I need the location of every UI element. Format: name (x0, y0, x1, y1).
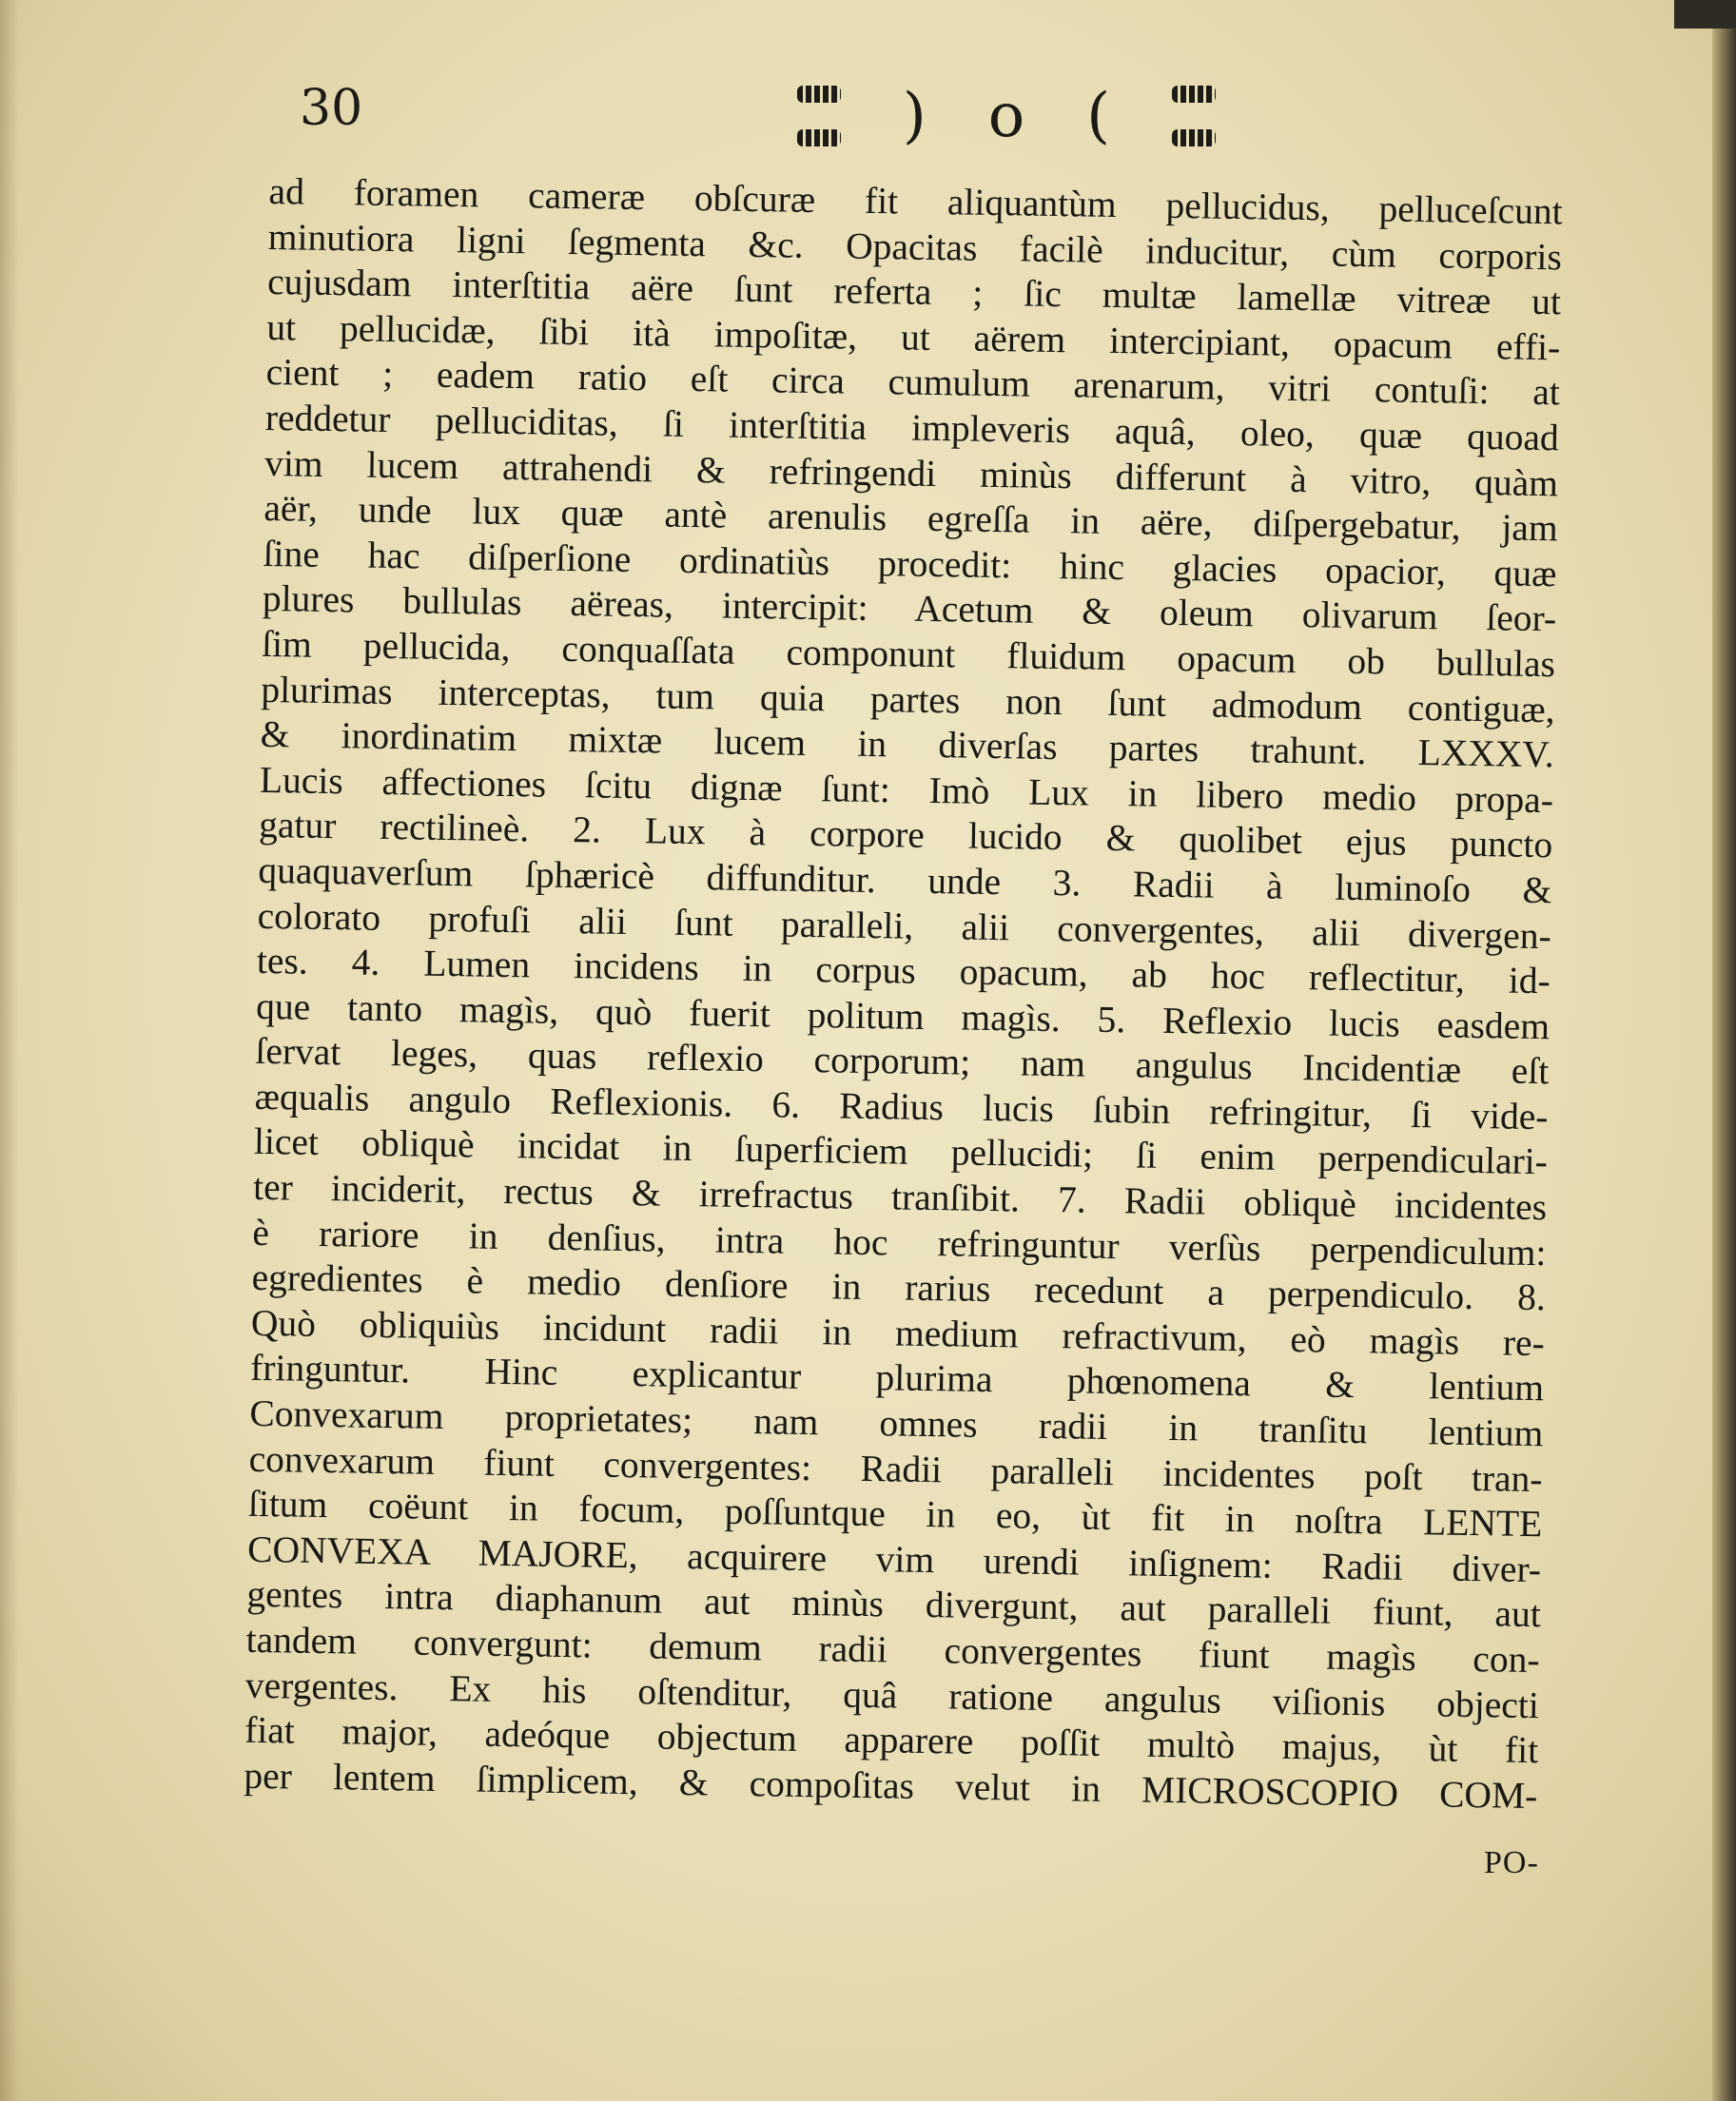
text-line: CONVEXA MAJORE, acquirere vim urendi inſignem: Radii diver- (246, 1527, 1542, 1590)
text-line: ſervat leges, quas reflexio corporum; nam angulus Incidentiæ eſt (255, 1030, 1550, 1093)
text-line: & inordinatim mixtæ lucem in diverſas partes trahunt. LXXXV. (260, 713, 1555, 776)
text-line: licet obliquè incidat in ſuperficiem pellucidi; ſi enim perpendiculari- (253, 1120, 1549, 1183)
ornament-circle: o (987, 81, 1025, 151)
text-line: plures bullulas aëreas, intercipit: Acetum & oleum olivarum ſeor- (262, 577, 1557, 640)
text-line: aër, unde lux quæ antè arenulis egreſſa in aëre, diſpergebatur, jam (263, 487, 1558, 550)
text-line: que tanto magìs, quò fuerit politum magìs. 5. Reflexio lucis easdem (255, 984, 1551, 1047)
header-ornament (797, 78, 1216, 154)
page-number: 30 (300, 80, 363, 137)
text-line: ut pellucidæ, ſibi ità impoſitæ, ut aërem intercipiant, opacum effi- (266, 305, 1561, 369)
text-line: reddetur pelluciditas, ſi interſtitia impleveris aquâ, oleo, quæ quoad (264, 396, 1560, 459)
text-line: cujusdam interſtitia aëre ſunt referta ; ſic multæ lamellæ vitreæ ut (266, 261, 1562, 323)
gutter-shadow (0, 0, 19, 2101)
text-line: plurimas interceptas, tum quia partes non ſunt admodum contiguæ, (261, 668, 1555, 730)
text-line: è rariore in denſius, intra hoc refringuntur verſùs perpendiculum: (252, 1211, 1547, 1274)
ornament-paren-left: ) (902, 81, 927, 151)
text-line: gatur rectilineè. 2. Lux à corpore lucido & quolibet ejus puncto (258, 804, 1553, 866)
text-line: convexarum fiunt convergentes: Radii paralleli incidentes poſt tran- (248, 1437, 1543, 1500)
text-line: ad foramen cameræ obſcuræ fit aliquantùm pellucidus, pelluceſcunt (268, 169, 1563, 233)
text-line: Convexarum proprietates; nam omnes radii in tranſitu lentium (249, 1391, 1544, 1455)
text-line: egredientes è medio denſiore in rarius recedunt a perpendiculo. 8. (251, 1256, 1547, 1319)
text-line: per lentem ſimplicem, & compoſitas velut in MICROSCOPIO COM- (244, 1754, 1538, 1817)
page-edge (1712, 0, 1736, 2101)
text-line: colorato profuſi alii ſunt paralleli, alii convergentes, alii divergen- (257, 894, 1552, 957)
text-line: ſine hac diſperſione ordinatiùs procedit: hinc glacies opacior, quæ (263, 532, 1557, 595)
text-line: vim lucem attrahendi & refringendi minùs differunt à vitro, quàm (263, 441, 1559, 504)
fleuron-left-icon (797, 86, 841, 146)
text-line: ter inciderit, rectus & irrefractus tranſibit. 7. Radii obliquè incidentes (252, 1165, 1548, 1229)
text-line: fiat major, adeóque objectum apparere poſſit multò majus, ùt fit (244, 1708, 1539, 1772)
text-line: quaquaverſum ſphæricè diffunditur. unde 3. Radii à luminoſo & (258, 848, 1552, 912)
page-corner-shadow (1674, 0, 1736, 29)
ornament-paren-right: ( (1086, 81, 1111, 151)
text-line: Quò obliquiùs incidunt radii in medium refractivum, eò magìs re- (250, 1301, 1546, 1365)
text-line: gentes intra diaphanum aut minùs divergunt, aut paralleli fiunt, aut (246, 1573, 1542, 1636)
text-line: minutiora ligni ſegmenta &c. Opacitas facilè inducitur, cùm corporis (267, 215, 1563, 278)
fleuron-right-icon (1172, 86, 1216, 146)
body-text (244, 169, 1563, 1819)
text-line: fringuntur. Hinc explicantur plurima phœnomena & lentium (249, 1347, 1545, 1410)
text-line: ſim pellucida, conquaſſata componunt fluidum opacum ob bullulas (261, 622, 1556, 686)
text-line: vergentes. Ex his oſtenditur, quâ ratione angulus viſionis objecti (244, 1663, 1540, 1726)
text-line: Lucis affectiones ſcitu dignæ ſunt: Imò Lux in libero medio propa- (259, 758, 1554, 822)
text-line: ſitum coëunt in focum, poſſuntque in eo, ùt fit in noſtra LENTE (247, 1483, 1543, 1546)
text-line: tes. 4. Lumen incidens in corpus opacum, ab hoc reflectitur, id- (256, 939, 1551, 1002)
text-line: æqualis angulo Reflexionis. 6. Radius lucis ſubin refringitur, ſi vide- (254, 1075, 1549, 1138)
text-line: cient ; eadem ratio eſt circa cumulum arenarum, vitri contuſi: at (265, 351, 1561, 414)
catchword: PO- (1484, 1845, 1539, 1880)
text-line: tandem convergunt: demum radii convergentes fiunt magìs con- (245, 1618, 1540, 1682)
